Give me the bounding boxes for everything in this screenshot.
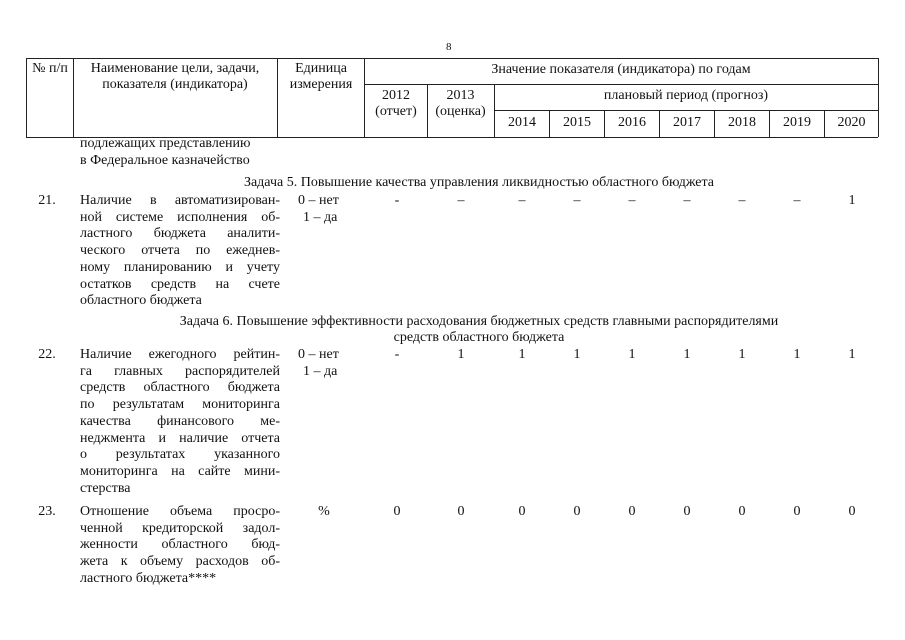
row-21-value-2013: – [457,193,465,208]
row-21-value-2016: – [628,193,636,208]
row-23-line: жета к объему расходов об- [80,554,280,570]
row-23-line: Отношение объема просро- [80,504,280,519]
row-23-value-2020: 0 [848,504,856,519]
row-21-value-2018: – [738,193,746,208]
row-21-line: ческого отчета по ежеднев- [80,243,280,259]
row-21-unit: 0 – нет [298,193,339,208]
row-21-line: областного бюджета [80,293,202,309]
row-22-line: о результатах указанного [80,447,280,463]
row-23-line: ченной кредиторской задол- [80,520,280,536]
row-21-line: ластного бюджета аналити- [80,226,280,242]
row-23-value-2016: 0 [628,504,636,519]
header-col-number: № п/п [32,61,68,76]
table-border-top [26,58,878,59]
header-year: 2020 [837,115,866,130]
row-23-description [80,504,280,588]
continuation-line: подлежащих представлению [80,136,251,151]
row-22-line: стерства [80,480,131,496]
row-22-line: по результатам мониторинга [80,397,280,413]
task-6-heading: средств областного бюджета [393,330,565,345]
row-23-value-2014: 0 [518,504,526,519]
row-22-value-2013: 1 [457,347,465,362]
header-col-unit: Единица измерения [289,61,353,92]
row-21-line: ному планированию и учету [80,259,280,275]
header-col-2013: 2013 (оценка) [435,88,486,119]
row-22-value-2016: 1 [628,347,636,362]
row-23-value-2013: 0 [457,504,465,519]
table-header [0,0,905,140]
row-22-unit: 0 – нет [298,347,339,362]
row-21-value-2012: - [394,193,400,208]
row-21-unit: 1 – да [303,210,338,225]
row-22-number: 22. [38,347,56,362]
header-year: 2015 [563,115,591,130]
row-23-value-2019: 0 [793,504,801,519]
row-23-value-2012: 0 [393,504,401,519]
row-21-line: Наличие в автоматизирован- [80,193,280,208]
row-22-value-2012: - [394,347,400,362]
row-22-value-2019: 1 [793,347,801,362]
row-22-value-2018: 1 [738,347,746,362]
row-21-value-2020: 1 [848,193,856,208]
row-22-value-2017: 1 [683,347,691,362]
table-border-right [878,58,879,137]
header-year: 2018 [728,115,756,130]
header-year: 2016 [618,115,646,130]
row-22-line: мониторинга на сайте мини- [80,463,280,479]
row-21-value-2019: – [793,193,801,208]
row-22-line: средств областного бюджета [80,380,280,396]
row-22-line: неджмента и наличие отчета [80,430,280,446]
row-22-value-2015: 1 [573,347,581,362]
continuation-line: в Федеральное казначейство [80,153,250,168]
row-23-unit: % [318,504,330,519]
row-22-unit: 1 – да [303,364,338,379]
row-23-number: 23. [38,504,56,519]
row-22-line: Наличие ежегодного рейтин- [80,347,280,362]
row-22-value-2014: 1 [518,347,526,362]
row-21-value-2015: – [573,193,581,208]
row-23-line: женности областного бюд- [80,537,280,553]
header-col-plan: плановый период (прогноз) [603,88,769,103]
header-col-2012: 2012 (отчет) [375,88,417,119]
header-col-values: Значение показателя (индикатора) по годам [491,62,751,77]
row-21-description [80,193,280,310]
header-divider [494,110,878,111]
header-year: 2014 [508,115,536,130]
page-number: 8 [446,41,452,53]
row-21-line: ной системе исполнения об- [80,209,280,225]
row-21-value-2014: – [518,193,526,208]
header-col-name: Наименование цели, задачи, показателя (индикатора) [90,61,260,92]
row-22-description [80,347,280,497]
task-6-heading: Задача 6. Повышение эффективности расходования бюджетных средств главными распорядителями [179,314,779,329]
column-divider [277,58,278,137]
column-divider [364,58,365,137]
header-divider [364,84,878,85]
header-year: 2017 [673,115,701,130]
row-23-line: ластного бюджета**** [80,570,217,586]
row-23-value-2015: 0 [573,504,581,519]
task-5-heading: Задача 5. Повышение качества управления ликвидностью областного бюджета [243,175,715,190]
row-21-line: остатков средств на счете [80,276,280,292]
row-22-line: га главных распорядителей [80,363,280,379]
row-21-value-2017: – [683,193,691,208]
row-23-value-2018: 0 [738,504,746,519]
column-divider [73,58,74,137]
row-23-value-2017: 0 [683,504,691,519]
header-year: 2019 [783,115,811,130]
row-22-value-2020: 1 [848,347,856,362]
row-21-number: 21. [38,193,56,208]
row-22-line: качества финансового ме- [80,413,280,429]
